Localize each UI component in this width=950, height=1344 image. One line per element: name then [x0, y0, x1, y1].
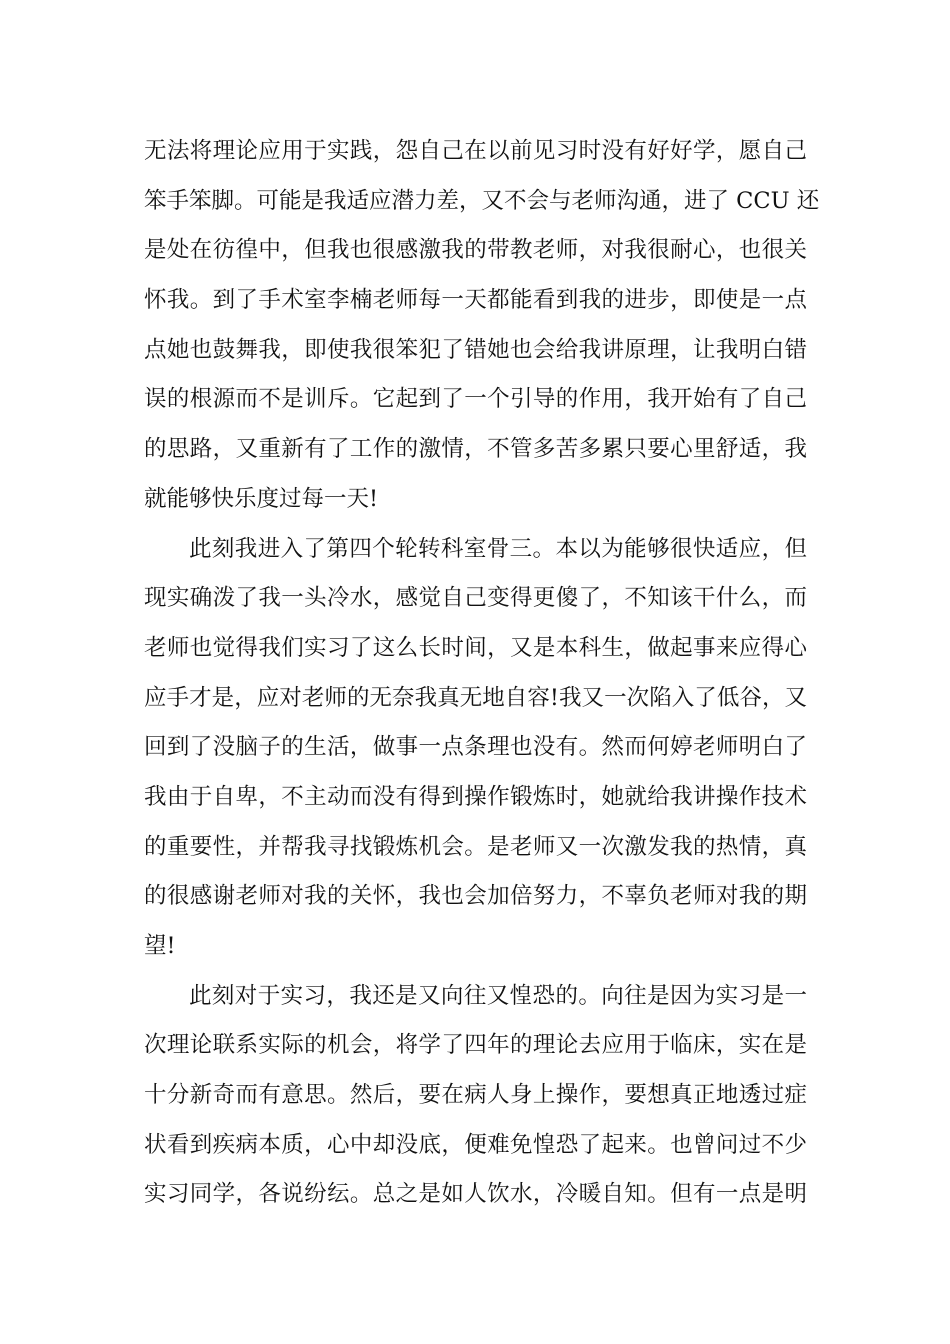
- text-line: 老师也觉得我们实习了这么长时间，又是本科生，做起事来应得心: [144, 634, 807, 661]
- text-line: 是处在彷徨中，但我也很感激我的带教老师，对我很耐心，也很关: [144, 237, 807, 264]
- text-line: 此刻我进入了第四个轮转科室骨三。本以为能够很快适应，但: [189, 535, 807, 562]
- text-line: 应手才是，应对老师的无奈我真无地自容!我又一次陷入了低谷，又: [144, 684, 807, 711]
- text-line: 就能够快乐度过每一天!: [144, 485, 379, 512]
- text-line: 此刻对于实习，我还是又向往又惶恐的。向往是因为实习是一: [189, 982, 807, 1009]
- text-line: 的重要性，并帮我寻找锻炼机会。是老师又一次激发我的热情，真: [144, 833, 807, 860]
- text-line: 的思路，又重新有了工作的激情，不管多苦多累只要心里舒适，我: [144, 436, 807, 463]
- text-line: 实习同学，各说纷纭。总之是如人饮水，冷暖自知。但有一点是明: [144, 1181, 807, 1208]
- text-line: 状看到疾病本质，心中却没底，便难免惶恐了起来。也曾问过不少: [144, 1131, 807, 1158]
- text-line: 无法将理论应用于实践，怨自己在以前见习时没有好好学，愿自己: [144, 138, 807, 164]
- text-line: 次理论联系实际的机会，将学了四年的理论去应用于临床，实在是: [144, 1032, 807, 1059]
- text-line: 望!: [144, 933, 176, 959]
- document-body: [144, 127, 820, 1220]
- text-line: 笨手笨脚。可能是我适应潜力差，又不会与老师沟通，进了 CCU 还: [144, 187, 820, 214]
- text-line: 十分新奇而有意思。然后，要在病人身上操作，要想真正地透过症: [144, 1082, 807, 1109]
- text-line: 的很感谢老师对我的关怀，我也会加倍努力，不辜负老师对我的期: [144, 883, 807, 910]
- text-line: 点她也鼓舞我，即使我很笨犯了错她也会给我讲原理，让我明白错: [144, 336, 807, 363]
- text-line: 现实确泼了我一头冷水，感觉自己变得更傻了，不知该干什么，而: [144, 585, 807, 612]
- text-line: 误的根源而不是训斥。它起到了一个引导的作用，我开始有了自己: [144, 386, 807, 413]
- text-line: 回到了没脑子的生活，做事一点条理也没有。然而何婷老师明白了: [144, 734, 807, 761]
- text-line: 我由于自卑，不主动而没有得到操作锻炼时，她就给我讲操作技术: [144, 783, 807, 810]
- text-line: 怀我。到了手术室李楠老师每一天都能看到我的进步，即使是一点: [144, 287, 807, 314]
